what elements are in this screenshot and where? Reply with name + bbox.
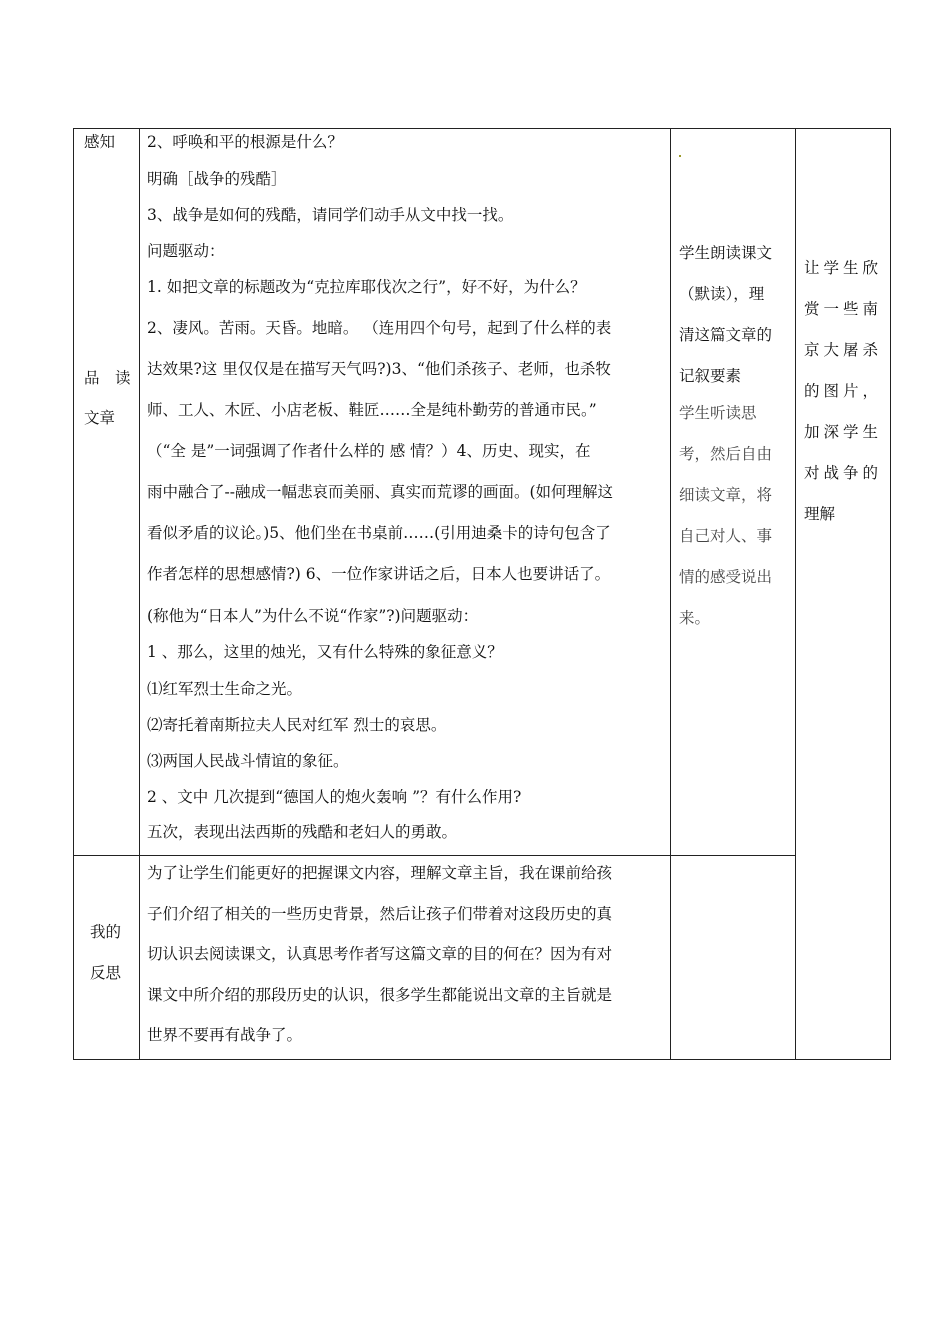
main-line: 1. 如把文章的标题改为“克拉库耶伐次之行”，好不好，为什么？ (147, 278, 586, 296)
cell-reflection-activity (670, 855, 796, 1060)
main-line: ⑵寄托着南斯拉夫人民对红军 烈士的哀思。 (147, 716, 447, 734)
section-label-fan-si: 反思 (90, 964, 122, 982)
section-label-wo-de: 我的 (90, 923, 122, 941)
main-line: 师、工人、木匠、小店老板、鞋匠……全是纯朴勤劳的普通市民。” (147, 401, 597, 419)
main-line: 3、战争是如何的残酷，请同学们动手从文中找一找。 (147, 206, 514, 224)
intent-line: 赏一些南 (804, 300, 883, 318)
main-line: 达效果?这 里仅仅是在描写天气吗?)3、“他们杀孩子、老师，也杀牧 (147, 360, 611, 378)
activity-line: 细读文章，将 (679, 486, 773, 504)
reflection-line: 为了让学生们能更好的把握课文内容，理解文章主旨，我在课前给孩 (147, 864, 613, 882)
main-line: 雨中融合了--融成一幅悲哀而美丽、真实而荒谬的画面。(如何理解这 (147, 483, 614, 501)
main-line: 作者怎样的思想感情?) 6、一位作家讲话之后，日本人也要讲话了。 (147, 565, 611, 583)
activity-line: 学生朗读课文 (679, 244, 773, 262)
intent-line: 加深学生 (804, 423, 883, 441)
main-line: (称他为“日本人”为什么不说“作家”?)问题驱动： (147, 607, 479, 625)
activity-line: 学生听读思 (679, 404, 757, 422)
intent-line: 的图片， (804, 382, 883, 400)
intent-line: 对战争的 (804, 464, 883, 482)
section-label-pin-du: 品 读 (84, 369, 131, 387)
activity-line: 清这篇文章的 (679, 326, 773, 344)
reflection-line: 切认识去阅读课文，认真思考作者写这篇文章的目的何在？因为有对 (147, 945, 613, 963)
reflection-line: 课文中所介绍的那段历史的认识，很多学生都能说出文章的主旨就是 (147, 986, 613, 1004)
activity-line: （默读），理 (679, 285, 765, 303)
reflection-line: 子们介绍了相关的一些历史背景，然后让孩子们带着对这段历史的真 (147, 905, 613, 923)
activity-line: 考，然后自由 (679, 445, 773, 463)
main-line: ⑶两国人民战斗情谊的象征。 (147, 752, 349, 770)
main-line: 看似矛盾的议论。)5、他们坐在书桌前……(引用迪桑卡的诗句包含了 (147, 524, 611, 542)
reflection-line: 世界不要再有战争了。 (147, 1026, 303, 1044)
intent-line: 理解 (804, 505, 836, 523)
speck-mark (679, 155, 681, 157)
main-line: 明确［战争的残酷］ (147, 170, 287, 188)
intent-line: 让学生欣 (804, 259, 883, 277)
main-line: 2、凄风。苦雨。天昏。地暗。 （连用四个句号，起到了什么样的表 (147, 319, 612, 337)
activity-line: 来。 (679, 609, 711, 627)
intent-line: 京大屠杀 (804, 341, 883, 359)
main-line: 问题驱动： (147, 242, 225, 260)
main-line: ⑴红军烈士生命之光。 (147, 680, 303, 698)
main-line: 五次，表现出法西斯的残酷和老妇人的勇敢。 (147, 823, 458, 841)
main-line: （“全 是”一词强调了作者什么样的 感 情？）4、历史、现实，在 (147, 442, 591, 460)
activity-line: 自己对人、事 (679, 527, 773, 545)
activity-line: 情的感受说出 (679, 568, 773, 586)
cell-reflection-label (73, 855, 140, 1060)
main-line: 1 、那么，这里的烛光，又有什么特殊的象征意义？ (147, 643, 503, 661)
section-label-gan-zhi: 感知 (84, 133, 116, 151)
main-line: 2、呼唤和平的根源是什么？ (147, 133, 343, 151)
cell-section-label (73, 128, 140, 856)
section-label-wen-zhang: 文章 (84, 409, 116, 427)
main-line: 2 、文中 几次提到“德国人的炮火轰响 ”？有什么作用? (147, 788, 522, 806)
activity-line: 记叙要素 (679, 367, 742, 385)
